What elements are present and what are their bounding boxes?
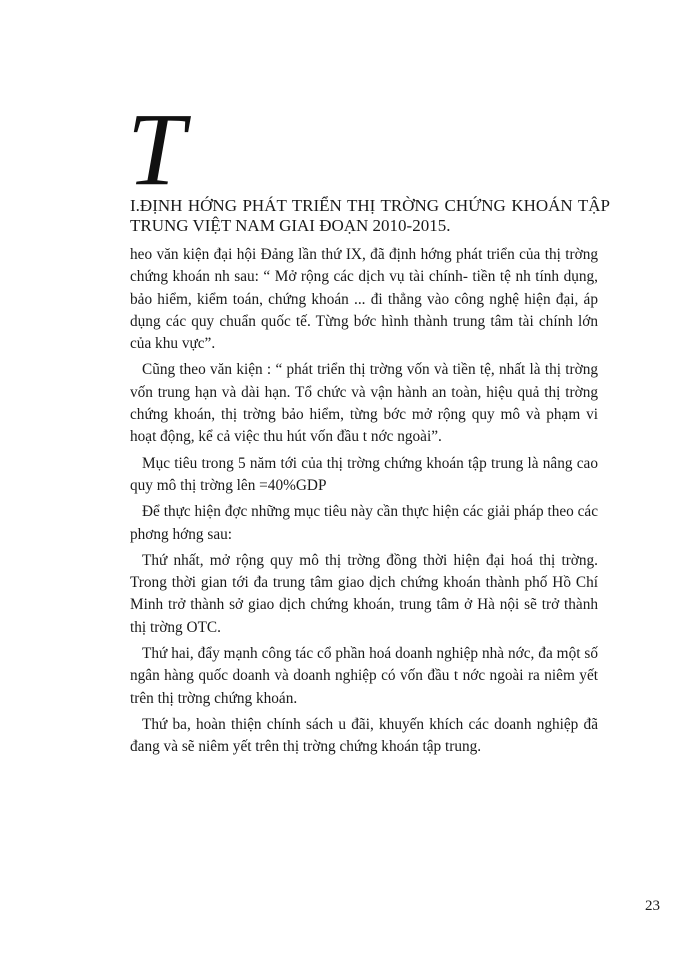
paragraph-3: Mục tiêu trong 5 năm tới của thị trờng chứng khoán tập trung là nâng cao quy mô thị trờng lên =40%GDP	[130, 454, 598, 494]
paragraph-1: heo văn kiện đại hội Đảng lần thứ IX, đã định hớng phát triển của thị trờng chứng khoán nh sau: “ Mở rộng các dịch vụ tài chính- tiền tệ nh tính dụng, bảo hiểm, kiểm toán, chứng khoán ... đi thẳng vào công nghệ hiện đại, áp dụng các quy chuẩn quốc tế. Từng bớc hình thành trung tâm tài chính lớn của khu vực”.	[130, 246, 598, 353]
drop-cap-letter: T	[127, 92, 185, 207]
page-number: 23	[645, 898, 660, 914]
body-text	[130, 244, 598, 763]
paragraph-7: Thứ ba, hoàn thiện chính sách u đãi, khuyến khích các doanh nghiệp đã đang và sẽ niêm yết trên thị trờng chứng khoán tập trung.	[130, 715, 598, 756]
section-heading: I.ĐỊNH HỚNG PHÁT TRIỂN THỊ TRỜNG CHỨNG KHOÁN TẬP TRUNG VIỆT NAM GIAI ĐOẠN 2010-2015.	[130, 196, 610, 235]
paragraph-6: Thứ hai, đẩy mạnh công tác cổ phần hoá doanh nghiệp nhà nớc, đa một số ngân hàng quốc doanh và doanh nghiệp có vốn đầu t nớc ngoài ra niêm yết trên thị trờng chứng khoán.	[130, 645, 598, 707]
paragraph-2: Cũng theo văn kiện : “ phát triển thị trờng vốn và tiền tệ, nhất là thị trờng vốn trung hạn và dài hạn. Tổ chức và vận hành an toàn, hiệu quả thị trờng chứng khoán, thị trờng bảo hiểm, từng bớc mở rộng quy mô và phạm vi hoạt động, kể cả việc thu hút vốn đầu t nớc ngoài”.	[130, 361, 598, 446]
paragraph-5: Thứ nhất, mở rộng quy mô thị trờng đồng thời hiện đại hoá thị trờng. Trong thời gian tới đa trung tâm giao dịch chứng khoán thành phố Hồ Chí Minh trở thành sở giao dịch chứng khoán, trung tâm ở Hà nội sẽ trở thành thị trờng OTC.	[130, 551, 598, 636]
paragraph-4: Để thực hiện đợc những mục tiêu này cần thực hiện các giải pháp theo các phơng hớng sau:	[130, 503, 598, 543]
